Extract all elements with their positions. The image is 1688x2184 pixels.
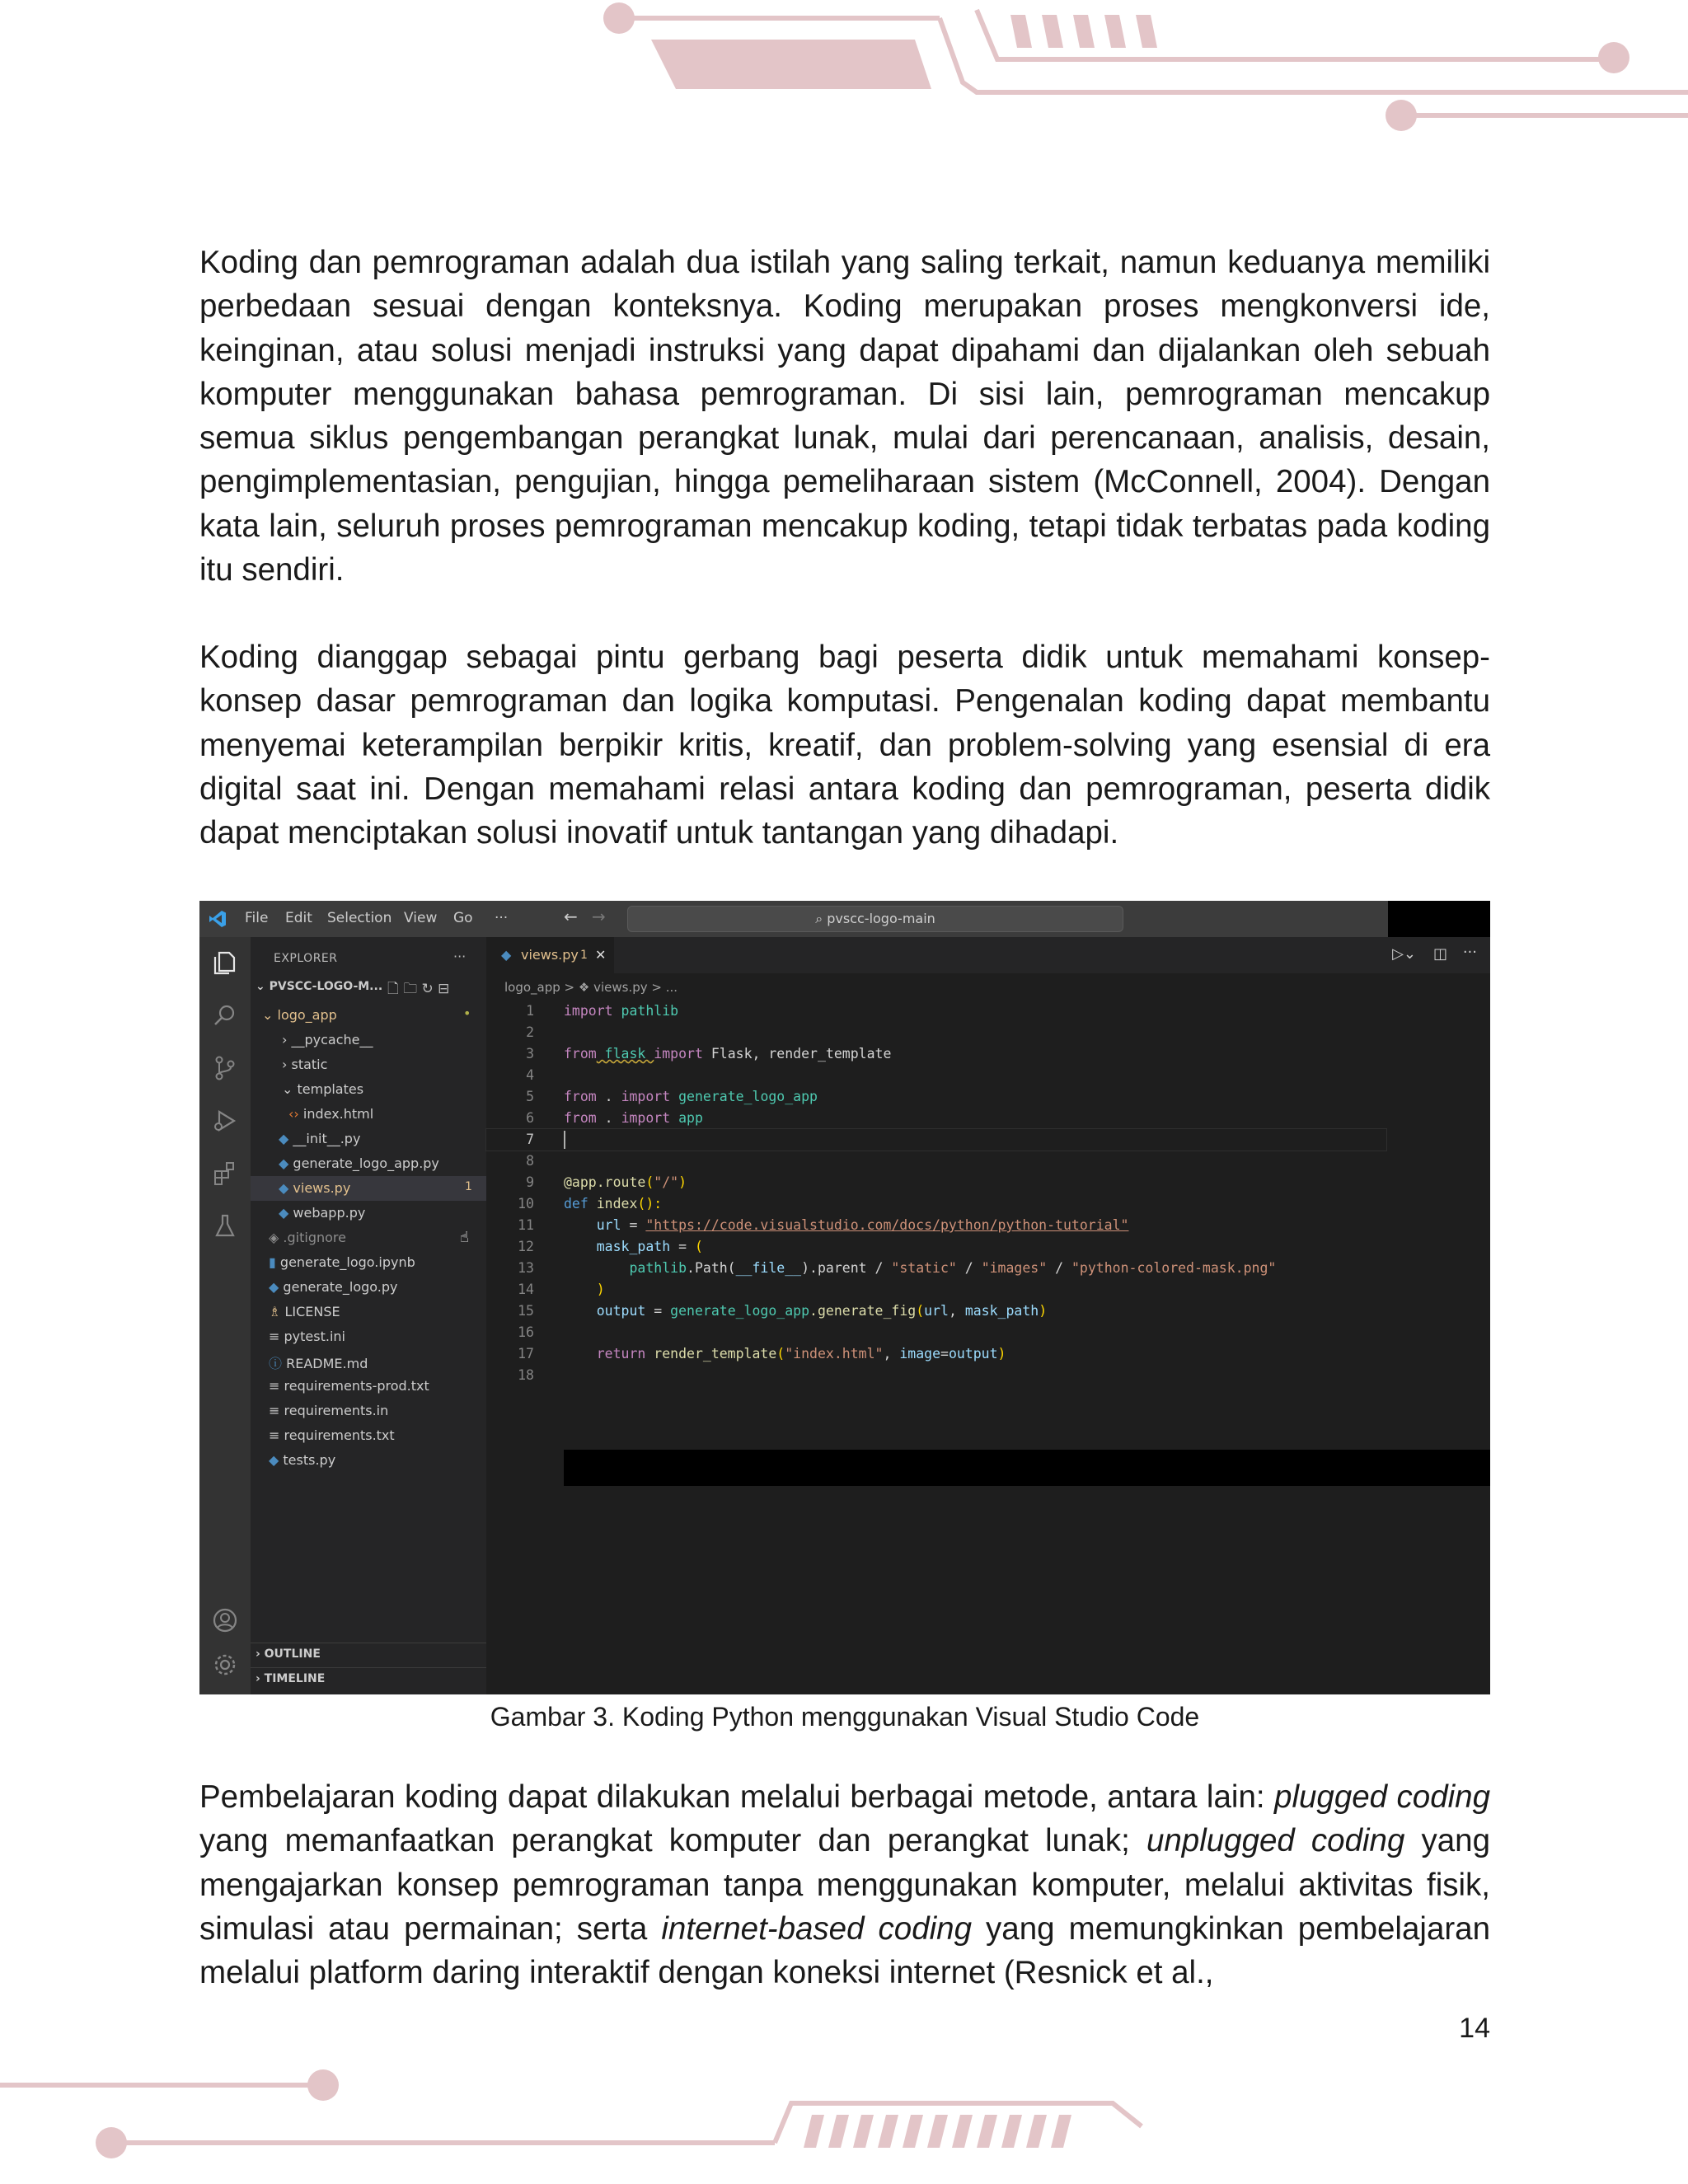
tree-item-tests-py[interactable]: ◆ tests.py	[269, 1452, 336, 1468]
account-icon[interactable]	[211, 1606, 239, 1634]
testing-flask-icon[interactable]	[211, 1212, 239, 1240]
python-file-icon: ◆	[269, 1452, 279, 1468]
tree-item-static[interactable]: › static	[282, 1057, 328, 1072]
back-arrow-icon[interactable]: ←	[564, 907, 578, 926]
license-file-icon: ♗	[269, 1304, 281, 1319]
python-file-icon: ◆	[279, 1131, 289, 1146]
outline-section[interactable]: › OUTLINE	[256, 1647, 321, 1661]
tree-item-readme-md[interactable]: ⓘ README.md	[269, 1356, 368, 1371]
search-icon: ⌕	[815, 911, 828, 926]
vscode-logo-icon	[208, 909, 227, 929]
explorer-more-button[interactable]: ···	[453, 949, 467, 964]
tree-item-gitignore[interactable]: ◈ .gitignore ☝	[269, 1229, 469, 1246]
editor-black-bar	[564, 1450, 1490, 1486]
git-file-icon: ◈	[269, 1230, 279, 1245]
title-bar	[199, 901, 1490, 937]
tree-item-webapp-py[interactable]: ◆ webapp.py	[279, 1205, 366, 1221]
extensions-icon[interactable]	[211, 1160, 239, 1188]
text-file-icon: ≡	[269, 1378, 280, 1394]
explorer-files-icon[interactable]	[211, 949, 239, 977]
tree-item-requirements-prod-txt[interactable]: ≡ requirements-prod.txt	[269, 1378, 429, 1394]
more-actions-icon[interactable]: ···	[1462, 944, 1477, 961]
info-file-icon: ⓘ	[269, 1356, 283, 1371]
python-file-icon: ◆	[269, 1279, 279, 1295]
menu-more[interactable]: ···	[495, 910, 509, 926]
settings-gear-icon[interactable]	[211, 1651, 239, 1679]
explorer-title: EXPLORER	[274, 952, 338, 965]
python-file-icon: ◆	[279, 1205, 289, 1221]
tree-item-license[interactable]: ♗ LICENSE	[269, 1304, 340, 1319]
timeline-section[interactable]: › TIMELINE	[256, 1672, 326, 1685]
menu-edit[interactable]: Edit	[285, 910, 312, 926]
explorer-sidebar	[251, 937, 486, 1694]
tree-item-templates[interactable]: ⌄ templates	[282, 1081, 364, 1097]
tree-item-init-py[interactable]: ◆ __init__.py	[279, 1131, 361, 1146]
paragraph-2: Koding dianggap sebagai pintu gerbang bagi peserta didik untuk memahami konsep-konsep dasar pemrograman dan logika komputasi. Pengenalan koding dapat membantu menyemai keterampilan berpikir kritis, kreatif, dan problem-solving yang esensial di era digital saat ini. Dengan memahami relasi antara koding dan pemrograman, peserta didik dapat menciptakan solusi inovatif untuk tantangan yang dihadapi.	[199, 640, 1490, 851]
tree-item-generate-logo-py[interactable]: ◆ generate_logo.py	[269, 1279, 398, 1295]
tab-bar	[486, 937, 1490, 973]
search-text: pvscc-logo-main	[827, 911, 935, 926]
editor-area	[486, 937, 1490, 1694]
text-file-icon: ≡	[269, 1427, 280, 1443]
tab-label: views.py	[521, 947, 579, 963]
search-view-icon[interactable]	[211, 1001, 239, 1029]
problem-count-badge: 1	[465, 1180, 472, 1193]
tree-item-views-py[interactable]: ◆ views.py 1	[251, 1176, 486, 1201]
tree-item-generate-logo-app-py[interactable]: ◆ generate_logo_app.py	[279, 1155, 439, 1171]
text-file-icon: ≡	[269, 1403, 280, 1418]
python-file-icon: ◆	[279, 1155, 289, 1171]
vscode-screenshot	[199, 901, 1490, 1694]
source-control-icon[interactable]	[211, 1054, 239, 1082]
tree-item-generate-logo-ipynb[interactable]: ▮ generate_logo.ipynb	[269, 1254, 415, 1270]
tree-item-requirements-txt[interactable]: ≡ requirements.txt	[269, 1427, 395, 1443]
project-name: PVSCC-LOGO-M...	[269, 980, 383, 993]
tab-badge: 1	[580, 949, 588, 962]
title-bar-black-area	[1388, 901, 1490, 937]
notebook-file-icon: ▮	[269, 1254, 276, 1270]
explorer-actions[interactable]: 🗋 🗀 ↻ ⊟	[387, 981, 450, 997]
split-editor-icon[interactable]: ◫	[1432, 945, 1447, 963]
menu-file[interactable]: File	[245, 910, 269, 926]
tree-item-logo-app[interactable]: ⌄ logo_app •	[262, 1005, 471, 1023]
run-debug-icon[interactable]	[211, 1107, 239, 1135]
close-icon[interactable]: ✕	[595, 947, 607, 963]
project-folder-header[interactable]: ⌄ PVSCC-LOGO-M...	[256, 980, 383, 993]
forward-arrow-icon[interactable]: →	[592, 907, 606, 926]
tree-item-index-html[interactable]: ‹› index.html	[288, 1106, 374, 1122]
command-center-search[interactable]	[627, 906, 1123, 932]
mouse-cursor-icon: ☝	[460, 1229, 469, 1246]
html-file-icon: ‹›	[288, 1106, 299, 1122]
menu-view[interactable]: View	[404, 910, 438, 926]
modified-dot: •	[463, 1005, 471, 1021]
menu-go[interactable]: Go	[453, 910, 473, 926]
figure-caption: Gambar 3. Koding Python menggunakan Visual Studio Code	[490, 1702, 1200, 1732]
tree-item-pycache[interactable]: › __pycache__	[282, 1032, 373, 1047]
tab-views-py[interactable]	[486, 937, 614, 973]
text-file-icon: ≡	[269, 1329, 280, 1344]
python-file-icon: ◆	[279, 1180, 289, 1196]
tree-item-requirements-in[interactable]: ≡ requirements.in	[269, 1403, 389, 1418]
activity-bar	[199, 937, 251, 1694]
code-lines[interactable]: 1 import pathlib 2 3 from flask import Flask, render_template 4 5 from . import generate_logo_app 6 from . import app 7 8 9 @app.route("/") 10 def index(): 11 url = "https://code.visualstudio.com/docs/python/python-tutorial" 12 mask_path = ( 13 pathlib.Path(__file__).parent / "static" / "images" / "python-colored-mask.png" 14 ) 15 output = generate_logo_app.generate_fig(url, mask_path) 16 17 return render_template("index.html", image=output) 18	[486, 1001, 1490, 1429]
menu-selection[interactable]: Selection	[327, 910, 392, 926]
paragraph-3: Pembelajaran koding dapat dilakukan melalui berbagai metode, antara lain: plugged coding yang memanfaatkan perangkat komputer dan perangkat lunak; unplugged coding yang mengajarkan konsep pemrograman tanpa menggunakan komputer, melalui aktivitas fisik, simulasi atau permainan; serta internet-based coding yang memungkinkan pembelajaran melalui platform daring interaktif dengan koneksi internet (Resnick et al.,	[199, 1779, 1491, 1991]
python-file-icon: ◆	[501, 947, 512, 963]
tree-item-pytest-ini[interactable]: ≡ pytest.ini	[269, 1329, 345, 1344]
page-number: 14	[1459, 2013, 1490, 2044]
breadcrumb[interactable]: logo_app > ❖ views.py > ...	[504, 980, 678, 995]
paragraph-1: Koding dan pemrograman adalah dua istilah yang saling terkait, namun keduanya memiliki perbedaan sesuai dengan konteksnya. Koding merupakan proses mengkonversi ide, keinginan, atau solusi menjadi instruksi yang dapat dipahami dan dijalankan oleh sebuah komputer menggunakan bahasa pemrograman. Di sisi lain, pemrograman mencakup semua siklus pengembangan perangkat lunak, mulai dari perencanaan, analisis, desain, pengimplementasian, pengujian, hingga pemeliharaan sistem (McConnell, 2004). Dengan kata lain, seluruh proses pemrograman mencakup koding, tetapi tidak terbatas pada koding itu sendiri.	[199, 245, 1490, 588]
run-file-icon[interactable]: ▷⌄	[1392, 945, 1416, 963]
